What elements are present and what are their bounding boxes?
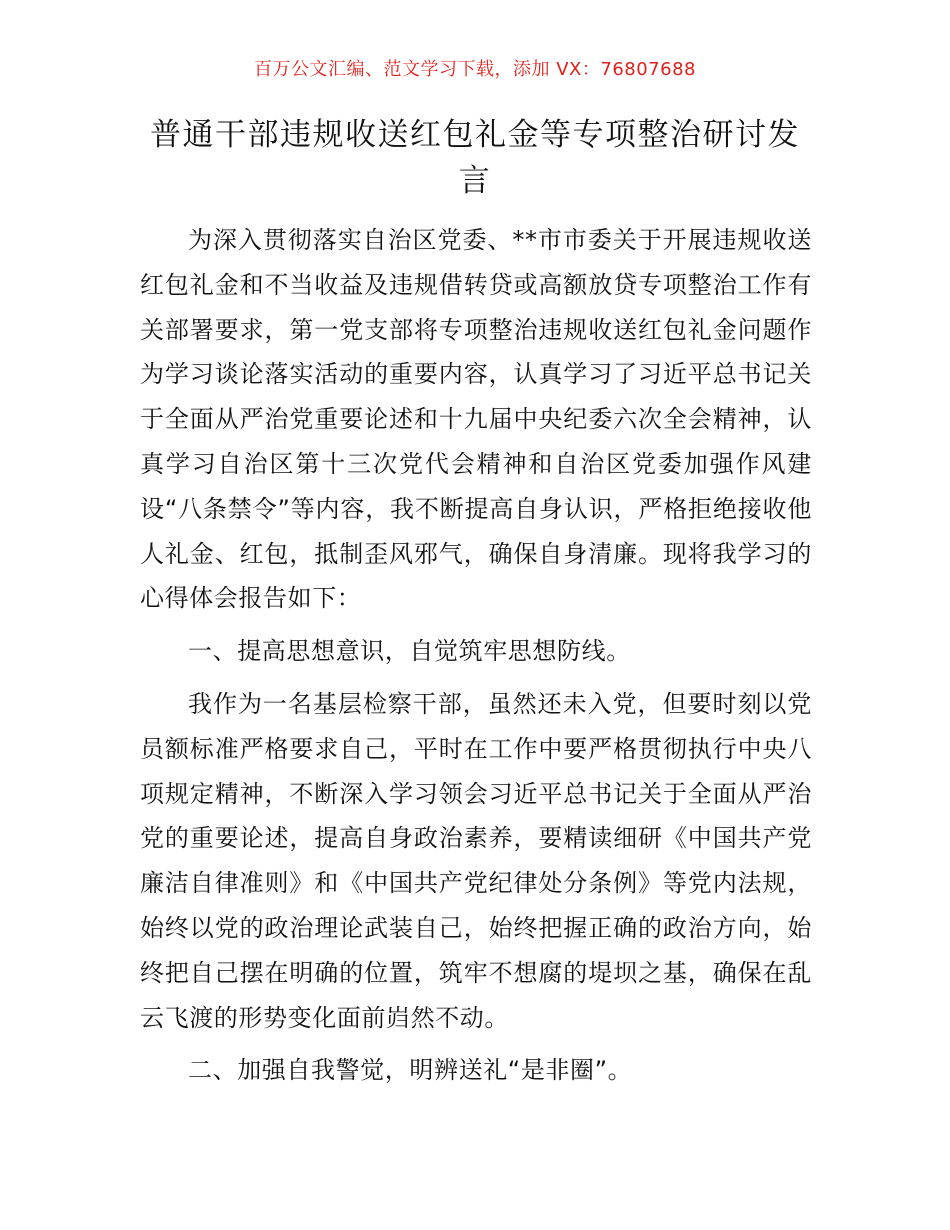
section-1-paragraph: 我作为一名基层检察干部，虽然还未入党，但要时刻以党员额标准严格要求自己，平时在工作中要严格贯彻执行中央八项规定精神，不断深入学习领会习近平总书记关于全面从严治党的重要论述，提高自身政治素养，要精读细研《中国共产党廉洁自律准则》和《中国共产党纪律处分条例》等党内法规，始终以党的政治理论武装自己，始终把握正确的政治方向，始终把自己摆在明确的位置，筑牢不想腐的堤坝之基，确保在乱云飞渡的形势变化面前岿然不动。 bbox=[140, 689, 812, 1032]
document-title: 普通干部违规收送红包礼金等专项整治研讨发言 bbox=[150, 117, 800, 199]
header-banner: 百万公文汇编、范文学习下载，添加 VX：76807688 bbox=[254, 59, 696, 80]
document-body bbox=[140, 218, 812, 1101]
intro-paragraph: 为深入贯彻落实自治区党委、**市市委关于开展违规收送红包礼金和不当收益及违规借转贷或高额放贷专项整治工作有关部署要求，第一党支部将专项整治违规收送红包礼金问题作为学习谈论落实活动的重要内容，认真学习了习近平总书记关于全面从严治党重要论述和十九届中央纪委六次全会精神，认真学习自治区第十三次党代会精神和自治区党委加强作风建设“八条禁令”等内容，我不断提高自身认识，严格拒绝接收他人礼金、红包，抵制歪风邪气，确保自身清廉。现将我学习的心得体会报告如下： bbox=[140, 226, 812, 613]
section-heading-1: 一、提高思想意识，自觉筑牢思想防线。 bbox=[188, 637, 631, 666]
section-heading-2: 二、加强自我警觉，明辨送礼“是非圈”。 bbox=[188, 1056, 633, 1085]
